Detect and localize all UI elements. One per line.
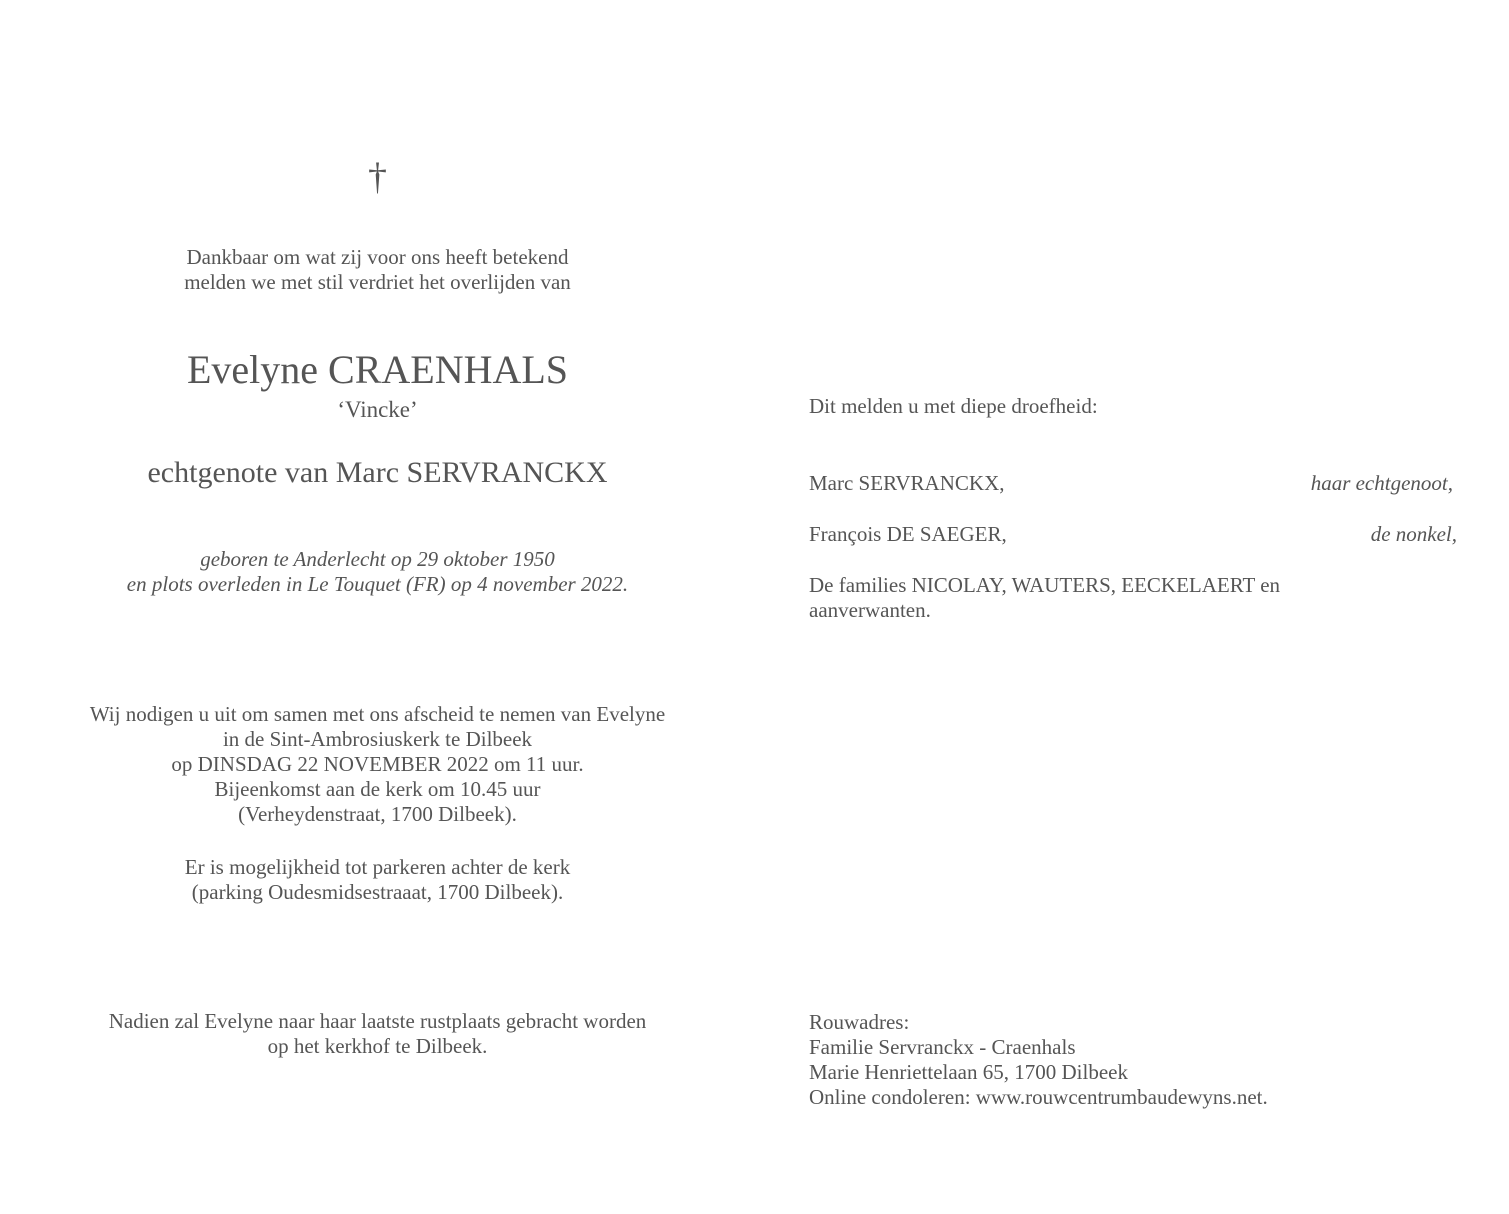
intro-line-1: Dankbaar om wat zij voor ons heeft betekend [186,245,569,269]
invitation-line-5: (Verheydenstraat, 1700 Dilbeek). [238,802,517,826]
funeral-invitation [0,702,755,827]
burial-line-2: op het kerkhof te Dilbeek. [267,1034,488,1058]
mourner-name: François DE SAEGER, [809,522,1007,546]
burial-line-1: Nadien zal Evelyne naar haar laatste rustplaats gebracht worden [108,1009,647,1033]
address-label: Rouwadres: [809,1010,910,1034]
spouse-line: echtgenote van Marc SERVRANCKX [147,456,608,489]
address-family: Familie Servranckx - Craenhals [809,1035,1076,1059]
address-street: Marie Henriettelaan 65, 1700 Dilbeek [809,1060,1128,1084]
invitation-line-1: Wij nodigen u uit om samen met ons afscheid te nemen van Evelyne [89,702,666,726]
intro-text [0,245,755,295]
families-line: De families NICOLAY, WAUTERS, EECKELAERT en aanverwanten. [809,573,1281,622]
parking-line-1: Er is mogelijkheid tot parkeren achter de kerk [184,855,571,879]
birth-death-dates [0,547,755,597]
burial-info [0,1009,755,1059]
cross-icon: † [368,156,387,198]
parking-line-2: (parking Oudesmidsestraaat, 1700 Dilbeek). [191,880,564,904]
mourner-row [809,522,1457,547]
deceased-name: Evelyne CRAENHALS [186,347,569,392]
invitation-line-2: in de Sint-Ambrosiuskerk te Dilbeek [222,727,533,751]
intro-line-2: melden we met stil verdriet het overlijden van [184,270,571,294]
deceased-nickname: ‘Vincke’ [337,397,418,422]
death-line: en plots overleden in Le Touquet (FR) op 4 november 2022. [126,572,629,596]
invitation-line-4: Bijeenkomst aan de kerk om 10.45 uur [214,777,541,801]
mourner-relation: de nonkel, [1370,522,1457,546]
birth-line: geboren te Anderlecht op 29 oktober 1950 [200,547,555,571]
invitation-line-3: op DINSDAG 22 NOVEMBER 2022 om 11 uur. [171,752,584,776]
mourner-relation: haar echtgenoot, [1310,471,1453,495]
mourning-address [809,1010,1459,1110]
mourner-row [809,471,1453,496]
online-condolence: Online condoleren: www.rouwcentrumbaudewyns.net. [809,1085,1268,1109]
parking-info [0,855,755,905]
announcement: Dit melden u met diepe droefheid: [809,394,1098,418]
mourner-name: Marc SERVRANCKX, [809,471,1005,495]
